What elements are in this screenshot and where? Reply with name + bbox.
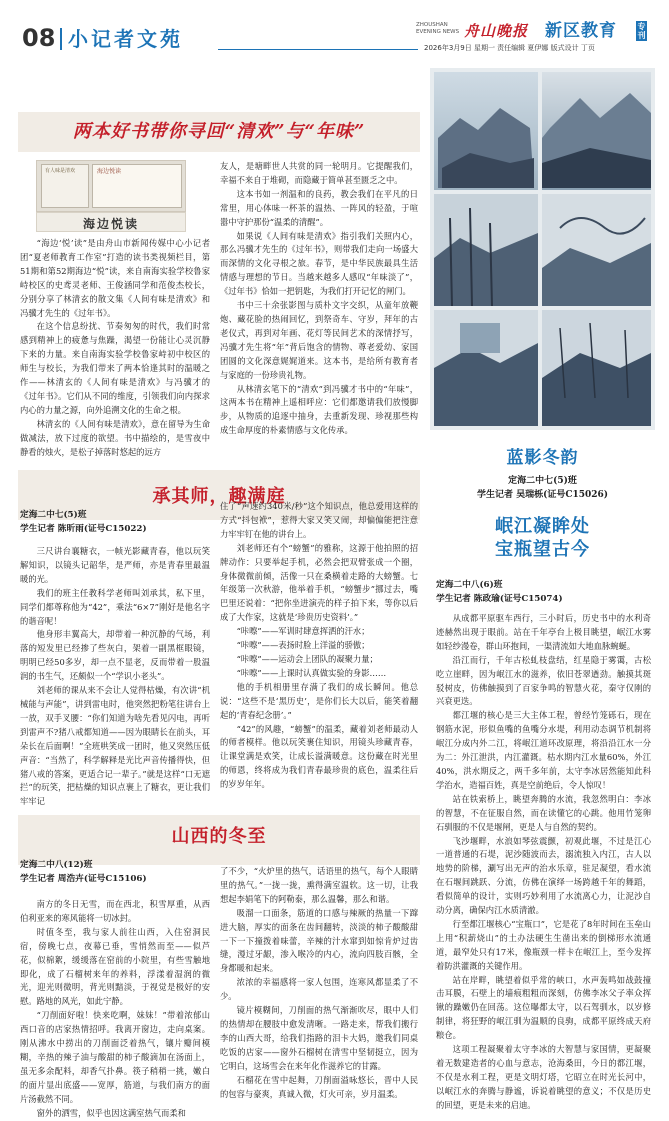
- article2-col2: [220, 500, 418, 790]
- header-rule-left: [218, 49, 418, 50]
- article2-paragraph: 我们的班主任教科学老师叫刘承其，私下里，同学们都尊称他为“42”，乘法“6×7”刚好是他名字的谐音呢！: [20, 587, 210, 626]
- article3-col2: [220, 865, 418, 1110]
- article4-paragraph: 这项工程凝聚着太守李冰的大智慧与家国情，更凝聚着无数建造者的心血与意志，沧海桑田，今日的都江堰，不仅是水利工程，更是文明灯塔，它昭立在时光长河中，以岷江水的奔腾与静谧，诉说着眺望的意义；不仅是历史的回望，更是未来的启迪。: [436, 1044, 651, 1110]
- article4-title: [430, 515, 655, 561]
- artwork-author: 学生记者 吴瑞栎(证号C15026): [476, 490, 609, 500]
- article4-body: [436, 612, 651, 1108]
- article2-paragraph: 刘老师还有个“螃蟹”的雅称，这源于他拍照的招牌动作：只要举起手机，必然会把双臂张成一个圈，身体微微前倾，活像一只在桑横着走路的大螃蟹。七年级第一次秋游，他举着手机，“螃蟹步”挪过去，嘴巴里还说着：“把你坐进演壳的样子拍下来，等你以后成了大作家，这就是‘珍贵历史资料’。”: [220, 542, 418, 623]
- article4-title-line1: 岷江凝眸处: [495, 516, 590, 537]
- header-divider: [60, 28, 62, 50]
- article1-col2: [220, 160, 418, 442]
- article3-paragraph: 时值冬至，我与家人前往山西，入住窑洞民宿，傍晚七点，夜幕已垂，雪悄然而至——似芦花，似棉絮，缓缓落在窑前的小院里，有些雪触地即化，成了石榴树来年的养料，浮漾着湿润的微光，迎光则微明，背光则黯淡，于视觉是极好的安慰。路地的风光，如此宁静。: [20, 926, 210, 1007]
- article2-byline: [20, 508, 210, 536]
- article3-paragraph: 窗外的洒雪，似乎也因这满室热气而柔和: [36, 1107, 186, 1118]
- article2-paragraph: “咔嚓”——表扬时脸上洋溢的骄傲；: [236, 640, 370, 651]
- article3-paragraph: 南方的冬日无雪，而在西北，积雪厚重，从西伯利亚来的寒风能将一切冰封。: [20, 899, 210, 923]
- article4-byline: [436, 578, 651, 606]
- article2-paragraph: 三尺讲台襄糖衣，一帧光影藏青春，他以玩笑解知识，以镜头记韶华，是严师，亦是青春里最温暖的光。: [20, 546, 210, 584]
- article1-paragraph: 林清玄的《人间有味是清欢》，意在留导为生命做减法，放下过度的欲望。书中描绘的，是雪夜中静看的烛火，是松子掉落时悠起的远方: [20, 418, 210, 457]
- article2-paragraph: 住了“声速约340米/秒”这个知识点，他总爱用这样的方式“抖包袱”，惹得大家又笑又闹，却偏偏能把注意力牢牢钉在他的讲台上。: [220, 501, 418, 539]
- article3-author: 学生记者 周浩卉(证号C15106): [20, 874, 147, 884]
- article4-paragraph: 飞沙堰畔，水浪如琴弦震颤，初观此堰，不过是江心一道普通的石堤，泥沙随波而去，溺流独入内江，古人以地势的阶梯，涮写出无声的治水乐章，驻足凝望，看水流在石堰间跳跃、分流，仿佛在演绎一场跨越千年的舞蹈，看似简单的设计，实则巧妙利用了水流离心力，让泥沙自动分离，确保内江水质清澈。: [436, 835, 651, 916]
- book-image: [36, 160, 186, 212]
- article4-paragraph: 站在铁索桥上，眺望奔腾的水流，我忽然明白：李冰的智慧，不在征服自然，而在读懂它的心跳。他用竹笼卵石驯服的不仅是堰闸，更是人与自然的契约。: [436, 793, 651, 832]
- article1-paragraph: 在这个信息纷扰、节奏匆匆的时代，我们时常感到精神上的疲惫与焦躁，渴望一份能让心灵沉静下来的力量。来自南海实验学校鲁家峙初中校区的师生与校长，为我们带来了两本恰逢其时的温暖之作——林清玄的《人间有味是清欢》与冯骥才的《过年书》。它们从不同的维度，引领我们向内探求内心的力量之源，向外追溯文化的生命之根。: [20, 321, 210, 415]
- article1-col1: [20, 237, 210, 457]
- article2-author: 学生记者 陈昕雨(证号C15022): [20, 524, 147, 534]
- page-header: [0, 0, 669, 62]
- article4-paragraph: 沿江而行，千年古松虬枝盘结，红星隐于雾霭，古松吃立崖畔，因为岷江水的滋养，依旧苍翠遒劲。触摸其斑驳树皮，仿佛触摸到了百家争鸣的智慧火花，秦守仅刚的兴衰更迭。: [436, 654, 651, 707]
- article3-paragraph: 浓浓的幸福感将一家人包围，连寒风都显柔了不少。: [220, 977, 418, 1002]
- artwork-panel: [430, 68, 655, 430]
- article1-paragraph: “海边‘悦’读”是由舟山市新闻传媒中心小记者团“夏老师教育工作室”打造的读书类视频栏目，第51期和第52期海边“悦”读，来自南海实验学校鲁家峙校区的史鸢灵老师、王俊涵同学和范俊杰校长，分别分享了林清玄的散文集《人间有味是清欢》和冯骥才先生的《过年书》。: [20, 238, 210, 318]
- book-cover-left-text: 有人味是清欢: [45, 168, 76, 174]
- book-caption: 海边悦读: [82, 217, 139, 231]
- article2-paragraph: “咔嚓”——运动会上团队的凝聚力量；: [236, 653, 378, 664]
- article3-paragraph: “刀削面好啦！快来吃啊，妹妹！”带着浓郁山西口音的店家热情招呼。我离开窗边，走向桌案。刚从沸水中捞出的刀削面泛着热气，镶片瓣间模糊，辛热的辣子油与酸甜的柿子酸滴加在汤面上，虽无多余配料，却香气扑鼻。筷子稍稍一挑，嫩白的面片显出底盛——宽厚，筋道，与我们南方的面片汤截然不同。: [20, 1010, 210, 1104]
- article4-paragraph: 从成都平原驱车西行，三小时后，历史书中的水利奇迹赫然出现于眼前。站在千年亭台上极目眺望，岷江水雾如轻纱漫卷，群山环抱间，一渠清流如大地血脉蜿蜒。: [436, 613, 651, 651]
- dateline: 2026年3月9日 星期一 责任编辑 夏伊娜 版式设计 丁页: [424, 44, 595, 52]
- artwork-school: 定海二中七(5)班: [508, 476, 577, 486]
- article2-paragraph: 刘老师的课从来不会让人觉得枯燥，有次讲“机械能与声能”，讲到雷电时，他突然把粉笔往讲台上一放，双手叉腰：“你们知道为啥先看见闪电，再听到雷声不?猪八戒都知道——因为眼睛长在前头，耳朵长在后面啊！”全班哄笑成一团时，他又突然压低声音：“当然了，科学解释是光比声音传播得快，但猪八戒的答案，更适合记一辈子。”就是这样“口无遮拦”的玩笑，把枯燥的知识点裹上了糖衣，更让我们牢牢记: [20, 685, 210, 807]
- article2-school: 定海二中七(5)班: [20, 510, 87, 520]
- article4-paragraph: 都江堰的核心是三大主体工程，曾经竹笼砾石，现在钢筋水泥，形似鱼嘴的鱼嘴分水堤，利用动态调节机制将岷江分成内外二江，将岷江道环改原理，将沿沿江水一分为二：外江泄洪，内江灌溉。枯水期内江水量60%，外江40%，洪水期反之，两千多年前，太守李冰居然能知此科学治水，造福百姓，真是空前绝后，令人惊叹！: [436, 710, 651, 790]
- article2-col1: [20, 545, 210, 807]
- page-number: 08: [22, 24, 56, 52]
- masthead-logo: 舟山晚报: [464, 22, 529, 40]
- article3-school: 定海二中八(12)班: [20, 860, 93, 870]
- article2-title: 承其师，趣满庭: [152, 486, 286, 507]
- article1-paragraph: 从林清玄笔下的“清欢”到冯骥才书中的“年味”，这两本书在精神上遥相呼应：它们都邀请我们放慢脚步，从物质的追逐中抽身，去重新发现、珍视那些构成生命厚度的朴素情感与文化传承。: [220, 383, 418, 436]
- article4-paragraph: 行至都江堰核心“宝瓶口”，它是花了8年时间在玉垒山上用“积薪烧山”的土办法硬生生凿出来的倒梯形水流通道，最窄处只有17米，像瓶颈一样卡在岷江上，至今发挥着防洪灌溉的关键作用。: [436, 918, 651, 971]
- brand-title: 新区教育: [545, 21, 617, 41]
- book-cover-right-text: 海边悦读: [97, 168, 122, 175]
- article2-paragraph: 他的手机相册里存满了我们的成长瞬间。他总说：“这些不是‘黑历史’，是你们长大以后，能笑着翻起的‘青春纪念册’。”: [220, 681, 418, 720]
- article3-paragraph: 了不少，“火炉里的热气，话语里的热气，每个人眼睛里的热气。”一拢一拢，熏得满室温软。这一切，让我想起李娟笔下的阿勒泰，那么温馨，那么和谐。: [220, 866, 418, 904]
- article4-author: 学生记者 陈政瑜(证号C15074): [436, 594, 563, 604]
- article4-title-line2: 宝瓶望古今: [495, 539, 590, 560]
- article2-paragraph: “咔嚓”——上课时认真做实验的身影……: [236, 667, 387, 678]
- article3-col1: [20, 898, 210, 1118]
- article3-paragraph: 吸溜一口面条，筋道的口感与辣厥的热量一下蹿进大脑，厚实的面条在齿间翻转，淡淡的柿子酸酸甜一下一下撞拨着味蕾，辛辣的汁水窜到如惊肯炉过齿缝，漫过牙龈，渗入喉冷的内心，流向四肢百骸，全身都暖和起来。: [220, 907, 418, 974]
- artwork-drawing: [430, 68, 655, 430]
- section-title: 小记者文苑: [68, 27, 183, 51]
- article3-paragraph: 石榴花在雪中起舞，刀削面溢咏悠长，晋中人民的包容与豪爽，真诚入微，灯火可亲，岁月温柔。: [220, 1074, 418, 1099]
- article1-paragraph: 如果说《人间有味是清欢》指引我们关照内心，那么冯骥才先生的《过年书》，则带我们走向一场盛大而深情的文化寻根之旅。春节，是中华民族最具生活情感与理想的节日。当越来越多人感叹“年味淡了”，《过年书》恰如一把钥匙，为我们打开记忆的闸门。: [220, 230, 418, 297]
- article2-paragraph: “咔嚓”——军训时肆意挥洒的汗水；: [236, 626, 370, 637]
- article3-paragraph: 镜片模糊间，刀削面的热气渐渐吹尽，眼中人们的热情却在腰肢中愈发清晰。一路走来，帮我们搬行李的山西大哥，给我们指路的泪卡大妈，邀我们同桌吃饭的店家——窗外石榴树在清雪中坚韧挺立，因为它明白，这场雪会在来年化作滋养它的甘露。: [220, 1005, 418, 1071]
- article1-paragraph: 书中三十余张影图与质朴文字交织，从童年放鞭炮、藏花脸的热闹回忆，到祭奇车、守岁，拜年的古老仪式，再到对年画、花灯等民间艺术的深情抒写，冯骥才先生将“年”背后饱含的情物、尊老爱幼、家国团圆的文化深意娓娓道来。这本书，是给所有教育者与家庭的一份珍贵礼物。: [220, 300, 418, 380]
- article3-title: 山西的冬至: [171, 826, 267, 847]
- book-cover-left: [41, 164, 89, 208]
- book-cover-right: [92, 164, 182, 208]
- brand-tag: 专刊: [637, 22, 646, 40]
- article3-byline: [20, 858, 210, 886]
- masthead-en: ZHOUSHAN EVENING NEWS: [416, 22, 460, 35]
- article4-school: 定海二中八(6)班: [436, 580, 503, 590]
- article1-title: 两本好书带你寻回“清欢”与“年味”: [72, 121, 366, 142]
- book-caption-box: [36, 212, 186, 232]
- artwork-byline: [430, 474, 655, 502]
- artwork-title: 蓝影冬韵: [506, 448, 579, 468]
- article1-paragraph: 这本书如一剂温和的良药，教会我们在平凡的日常里，用心体味一杯茶的温热、一阵风的轻盈，于喧嚣中守护那份“温柔的清醒”。: [220, 188, 418, 227]
- article2-paragraph: 他身形丰翼高大，却带着一种沉静的气场，利落的短发里已经掺了些灰白，架着一副黑框眼镜，明明已经50多岁，却一点不显老，反而带着一股温润的书生气，还颇似一个“学识小老头”。: [20, 629, 210, 682]
- article2-paragraph: “42”的风趣，“螃蟹”的温柔，藏着刘老师最动人的师者模样。他以玩笑裹住知识，用镜头珍藏青春，让课堂满是欢笑，让成长溢满暖意。这份藏在时光里的师恩，终将成为我们青春最珍贵的底色，温柔往后的岁岁年年。: [220, 723, 418, 790]
- article1-paragraph: 友人，是塘畔世人共赏的同一轮明月。它提醒我们，幸福不来自于堆砌，而隐藏于简单甚至匮乏之中。: [220, 161, 418, 185]
- article4-paragraph: 站在岸畔，眺望着似乎常的峡口，水声轰鸣如战鼓撞击耳膜，石壁上的墙痕粗粗而深刻，仿佛李冰父子率众挥锹的躁嫩仍在回荡。这位曝都太守，以石驾驯水，以岁修制律，将狂野的岷江驯为温顺的良驹，成都平原终成天府粮仓。: [436, 974, 651, 1041]
